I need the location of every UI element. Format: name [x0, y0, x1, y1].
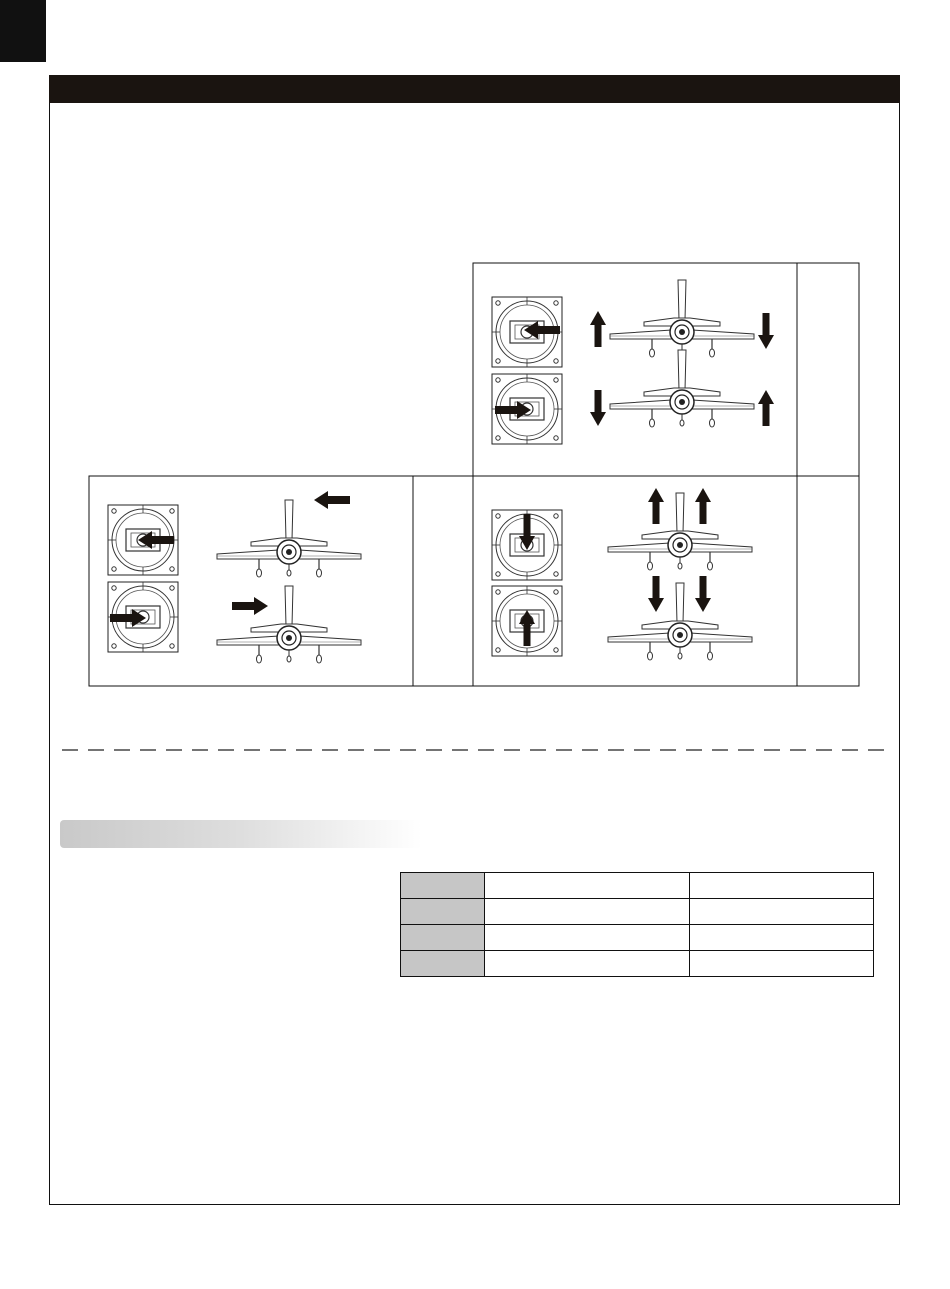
pitch-up-arrow-icon: [695, 488, 711, 524]
yaw-right-arrow-icon: [232, 597, 268, 615]
airplane-roll-left-icon: [610, 280, 754, 357]
table-row: [401, 873, 874, 899]
airplane-roll-right-icon: [610, 350, 754, 427]
yaw-left-arrow-icon: [314, 491, 350, 509]
aileron-up-arrow-icon: [758, 390, 774, 426]
aileron-down-arrow-icon: [758, 313, 774, 349]
rudder-panel: [89, 476, 473, 686]
aileron-panel: [473, 263, 859, 476]
airplane-yaw-left-icon: [217, 500, 361, 577]
table-row: [401, 951, 874, 977]
table-cell: [690, 899, 874, 925]
aileron-up-arrow-icon: [590, 311, 606, 347]
airplane-pitch-icon: [608, 583, 752, 660]
table-cell: [690, 951, 874, 977]
table-cell: [485, 951, 690, 977]
table-cell: [401, 925, 485, 951]
table-cell: [690, 873, 874, 899]
airplane-yaw-right-icon: [217, 586, 361, 663]
table-cell: [401, 899, 485, 925]
airplane-pitch-icon: [608, 493, 752, 570]
elevator-panel: [473, 476, 859, 686]
table-cell: [401, 873, 485, 899]
table-row: [401, 899, 874, 925]
table-cell: [485, 899, 690, 925]
table-cell: [485, 925, 690, 951]
pitch-down-arrow-icon: [695, 576, 711, 612]
table-cell: [485, 873, 690, 899]
table-cell: [401, 951, 485, 977]
aileron-down-arrow-icon: [590, 390, 606, 426]
table-row: [401, 925, 874, 951]
pitch-up-arrow-icon: [648, 488, 664, 524]
pitch-down-arrow-icon: [648, 576, 664, 612]
spec-table: [400, 872, 874, 977]
sub-section-title: [60, 826, 68, 841]
table-cell: [690, 925, 874, 951]
sub-section-header: [60, 820, 422, 848]
